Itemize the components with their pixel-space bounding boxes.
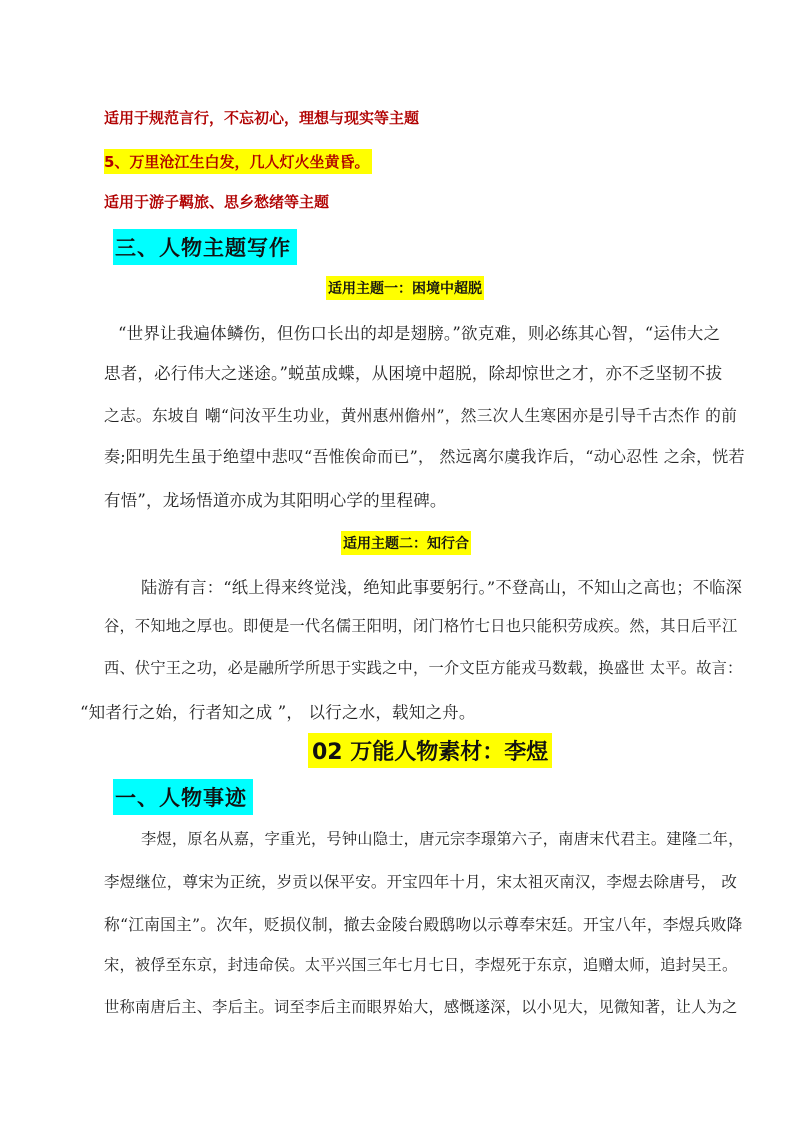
- deeds-line-3: 称“江南国主”。次年，贬损仪制，撤去金陵台殿鸱吻以示尊奉宋廷。开宝八年，李煜兵败降: [104, 915, 743, 934]
- theme-2-line-1: 陆游有言：“纸上得来终觉浅，绝知此事要躬行。”不登高山，不知山之高也；不临深: [141, 578, 743, 597]
- theme-2-line-2: 谷，不知地之厚也。即便是一代名儒王阳明，闭门格竹七日也只能积劳成疾。然，其日后平江: [104, 617, 738, 635]
- theme-1-line-5: 有悟”，龙场悟道亦成为其阳明心学的里程碑。: [104, 491, 447, 510]
- section-heading-deeds: 一、人物事迹: [113, 779, 253, 815]
- theme-note-2: 适用于游子羁旅、思乡愁绪等主题: [104, 193, 330, 211]
- theme-note-1: 适用于规范言行，不忘初心，理想与现实等主题: [104, 109, 420, 127]
- theme-1-line-3: 之志。东坡自 嘲“问汝平生功业，黄州惠州儋州”，然三次人生寒困亦是引导千古杰作 的前: [104, 406, 738, 425]
- theme-2-line-3: 西、伏宁王之功，必是融所学所思于实践之中，一介文臣方能戎马数载，换盛世 太平。故言：: [104, 659, 743, 677]
- quote-5-title: 5、万里沧江生白发，几人灯火坐黄昏。: [104, 149, 372, 174]
- theme-1-title: 适用主题一：困境中超脱: [326, 276, 484, 300]
- theme-2-line-4: “知者行之始，行者知之成 ”， 以行之水，载知之舟。: [80, 703, 476, 722]
- theme-1-line-2: 思者，必行伟大之迷途。”蜕茧成蝶，从困境中超脱，除却惊世之才，亦不乏坚韧不拔: [104, 364, 723, 383]
- deeds-line-4: 宋，被俘至东京，封违命侯。太平兴国三年七月七日，李煜死于东京，追赠太师，追封吴王。: [104, 956, 738, 974]
- theme-1-line-1: “世界让我遍体鳞伤，但伤口长出的却是翅膀。”欲克难，则必练其心智，“运伟大之: [118, 324, 721, 343]
- deeds-line-2: 李煜继位，尊宋为正统，岁贡以保平安。开宝四年十月，宋太祖灭南汉，李煜去除唐号， 改: [104, 873, 738, 891]
- deeds-line-1: 李煜，原名从嘉，字重光，号钟山隐士，唐元宗李璟第六子，南唐末代君主。建隆二年，: [141, 830, 744, 848]
- section-02-heading: 02 万能人物素材：李煜: [308, 733, 552, 768]
- deeds-line-5: 世称南唐后主、李后主。词至李后主而眼界始大，感慨遂深，以小见大，见微知著，让人为之: [104, 998, 738, 1016]
- theme-1-line-4: 奏;阳明先生虽于绝望中悲叹“吾惟俟命而已”， 然远离尔虞我诈后，“动心忍性 之余，恍若: [104, 447, 745, 466]
- theme-2-title: 适用主题二：知行合: [341, 531, 471, 555]
- section-heading-characters: 三、人物主题写作: [113, 229, 297, 265]
